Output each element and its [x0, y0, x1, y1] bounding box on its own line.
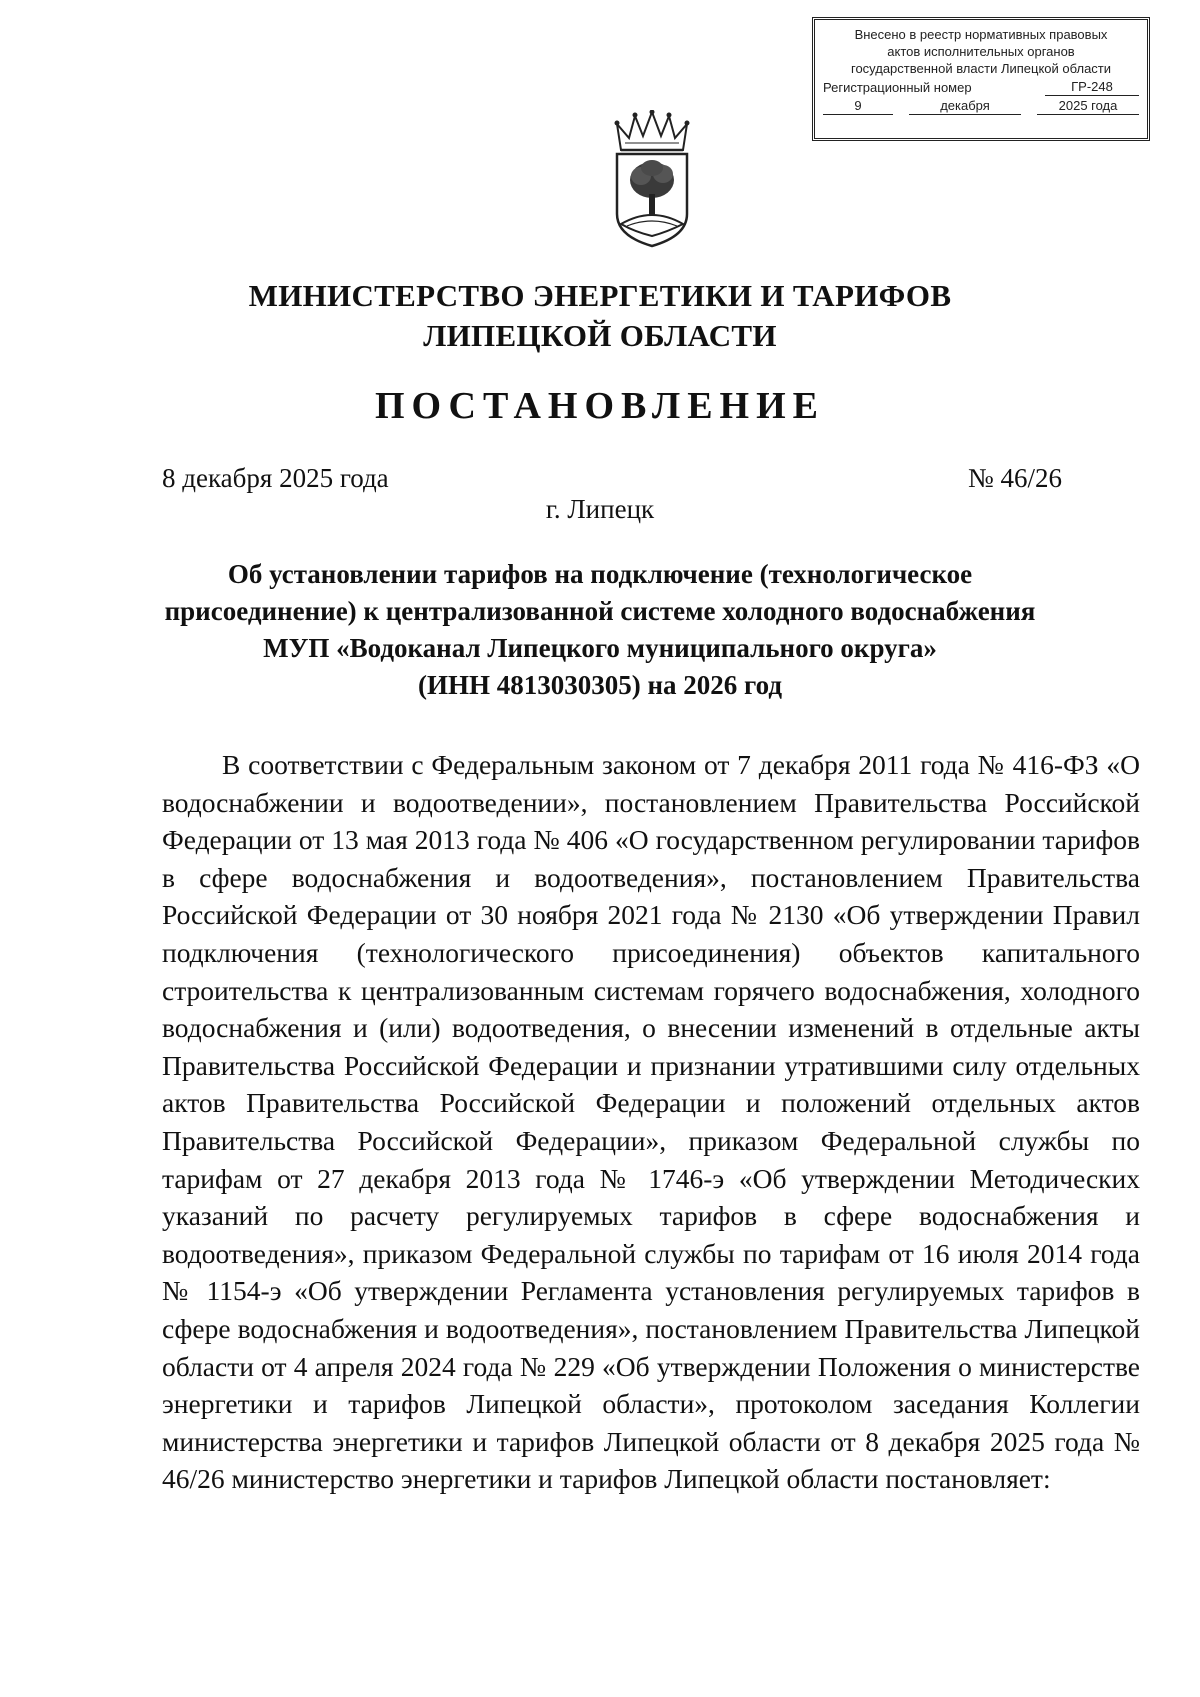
subject-line-4: (ИНН 4813030305) на 2026 год: [417, 670, 782, 700]
stamp-date-row: [823, 97, 1139, 115]
coat-of-arms-icon: [607, 110, 697, 250]
subject-line-3: МУП «Водоканал Липецкого муниципального округа»: [263, 633, 937, 663]
document-number: № 46/26: [967, 463, 1062, 493]
document-subject: [0, 556, 1200, 704]
ministry-line-1: МИНИСТЕРСТВО ЭНЕРГЕТИКИ И ТАРИФОВ: [248, 278, 952, 313]
stamp-line-2: актов исполнительных органов: [887, 44, 1075, 59]
stamp-reg-row: [823, 78, 1139, 96]
stamp-reg-label: Регистрационный номер: [823, 80, 972, 95]
stamp-year: 2025 года: [1037, 97, 1139, 115]
stamp-line-1: Внесено в реестр нормативных правовых: [854, 27, 1108, 42]
document-type: ПОСТАНОВЛЕНИЕ: [374, 385, 826, 427]
ministry-line-2: ЛИПЕЦКОЙ ОБЛАСТИ: [423, 318, 777, 353]
stamp-line-3: государственной власти Липецкой области: [850, 61, 1112, 76]
ministry-heading: [0, 276, 1200, 356]
stamp-month: декабря: [909, 97, 1021, 115]
document-date: 8 декабря 2025 года: [162, 463, 389, 493]
body-paragraph: В соответствии с Федеральным законом от 7 декабря 2011 года № 416-ФЗ «О водоснабжении и водоотведении», постановлением Правительства Российской Федерации от 13 мая 2013 года № 406 «О государственном регулировании тарифов в сфере водоснабжения и водоотведения», постановлением Правительства Российской Федерации от 30 ноября 2021 года № 2130 «Об утверждении Правил подключения (технологического присоединения) объектов капитального строительства к централизованным системам горячего водоснабжения, холодного водоснабжения и (или) водоотведения, о внесении изменений в отдельные акты Правительства Российской Федерации и признании утратившими силу отдельных актов Правительства Российской Федерации и положений отдельных актов Правительства Российской Федерации», приказом Федеральной службы по тарифам от 27 декабря 2013 года № 1746-э «Об утверждении Методических указаний по расчету регулируемых тарифов в сфере водоснабжения и водоотведения», приказом Федеральной службы по тарифам от 16 июля 2014 года № 1154-э «Об утверждении Регламента установления регулируемых тарифов в сфере водоснабжения и водоотведения», постановлением Правительства Липецкой области от 4 апреля 2024 года № 229 «Об утверждении Положения о министерстве энергетики и тарифов Липецкой области», протоколом заседания Коллегии министерства энергетики и тарифов Липецкой области от 8 декабря 2025 года № 46/26 министерство энергетики и тарифов Липецкой области постановляет:: [162, 749, 1140, 1495]
stamp-reg-number: ГР-248: [1045, 78, 1139, 96]
stamp-day: 9: [823, 97, 893, 115]
registry-stamp: [812, 17, 1150, 141]
document-city: г. Липецк: [545, 494, 655, 524]
subject-line-1: Об установлении тарифов на подключение (технологическое: [227, 559, 973, 589]
subject-line-2: присоединение) к централизованной системе холодного водоснабжения: [164, 596, 1036, 626]
